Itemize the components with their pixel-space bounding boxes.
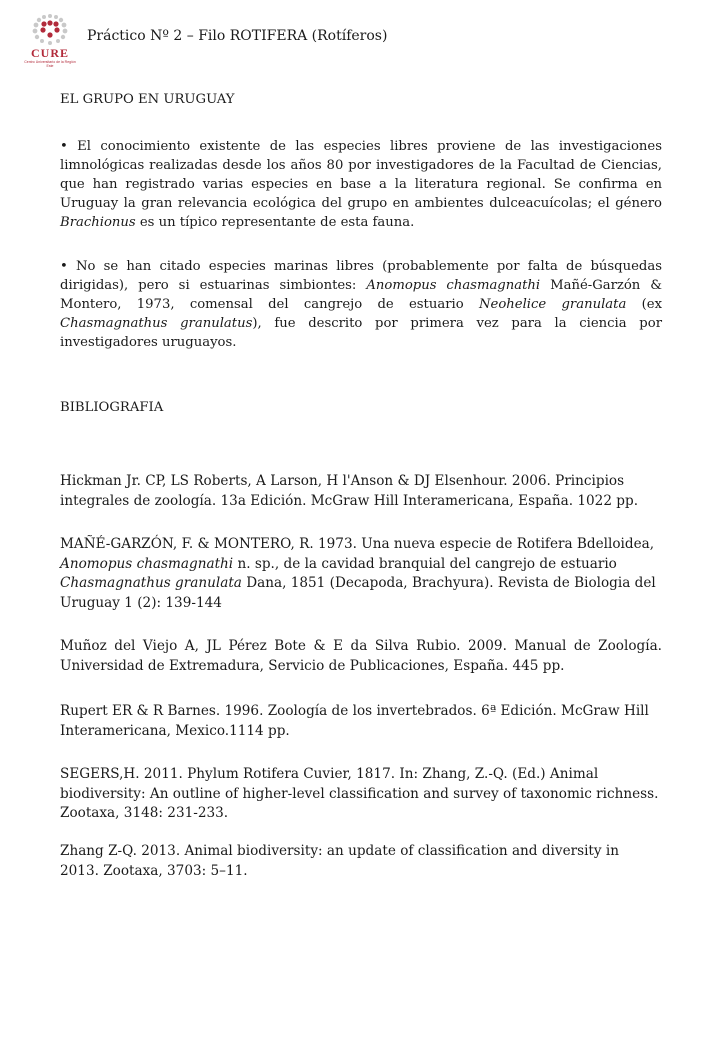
paragraph-species-libres: • El conocimiento existente de las especies libres proviene de las investigaciones limnológicas realizadas desde los años 80 por investigadores de la Facultad de Ciencias, que han registrado varias especies en base a la literatura regional. Se confirma en Uruguay la gran relevancia ecológica del grupo en ambientes dulceacuícolas; el género Brachionus es un típico representante de esta fauna.	[60, 139, 662, 230]
bibliography-heading: BIBLIOGRAFIA	[60, 400, 164, 415]
reference-segers: SEGERS,H. 2011. Phylum Rotifera Cuvier, 1817. In: Zhang, Z.-Q. (Ed.) Animal biodiversity: An outline of higher-level classification and survey of taxonomic richness. Zootaxa, 3148: 231-233.	[60, 766, 659, 821]
cure-logo	[22, 12, 78, 74]
logo-text: CURE	[30, 46, 69, 60]
page-title: Práctico Nº 2 – Filo ROTIFERA (Rotíferos)	[87, 28, 388, 44]
logo-subtext: Centro Universitario de la Región Este	[24, 60, 76, 68]
reference-munoz: Muñoz del Viejo A, JL Pérez Bote & E da Silva Rubio. 2009. Manual de Zoología. Universidad de Extremadura, Servicio de Publicaciones, España. 445 pp.	[60, 638, 662, 674]
reference-hickman: Hickman Jr. CP, LS Roberts, A Larson, H l'Anson & DJ Elsenhour. 2006. Principios integrales de zoología. 13a Edición. McGraw Hill Interamericana, España. 1022 pp.	[60, 473, 639, 509]
logo-dots-icon	[22, 12, 78, 46]
section-heading-uruguay: EL GRUPO EN URUGUAY	[60, 92, 235, 107]
reference-zhang: Zhang Z-Q. 2013. Animal biodiversity: an update of classification and diversity in 2013. Zootaxa, 3703: 5–11.	[60, 843, 619, 879]
reference-rupert: Rupert ER & R Barnes. 1996. Zoología de los invertebrados. 6ª Edición. McGraw Hill Interamericana, Mexico.1114 pp.	[60, 703, 649, 739]
paragraph-especies-marinas: • No se han citado especies marinas libres (probablemente por falta de búsquedas dirigidas), pero si estuarinas simbiontes: Anomopus chasmagnathi Mañé-Garzón & Montero, 1973, comensal del cangrejo de estuario Neohelice granulata (ex Chasmagnathus granulatus), fue descrito por primera vez para la ciencia por investigadores uruguayos.	[60, 259, 663, 350]
reference-mane-garzon: MAÑÉ-GARZÓN, F. & MONTERO, R. 1973. Una nueva especie de Rotifera Bdelloidea, Anomopus chasmagnathi n. sp., de la cavidad branquial del cangrejo de estuario Chasmagnathus granulata Dana, 1851 (Decapoda, Brachyura). Revista de Biologia del Uruguay 1 (2): 139-144	[60, 536, 656, 611]
